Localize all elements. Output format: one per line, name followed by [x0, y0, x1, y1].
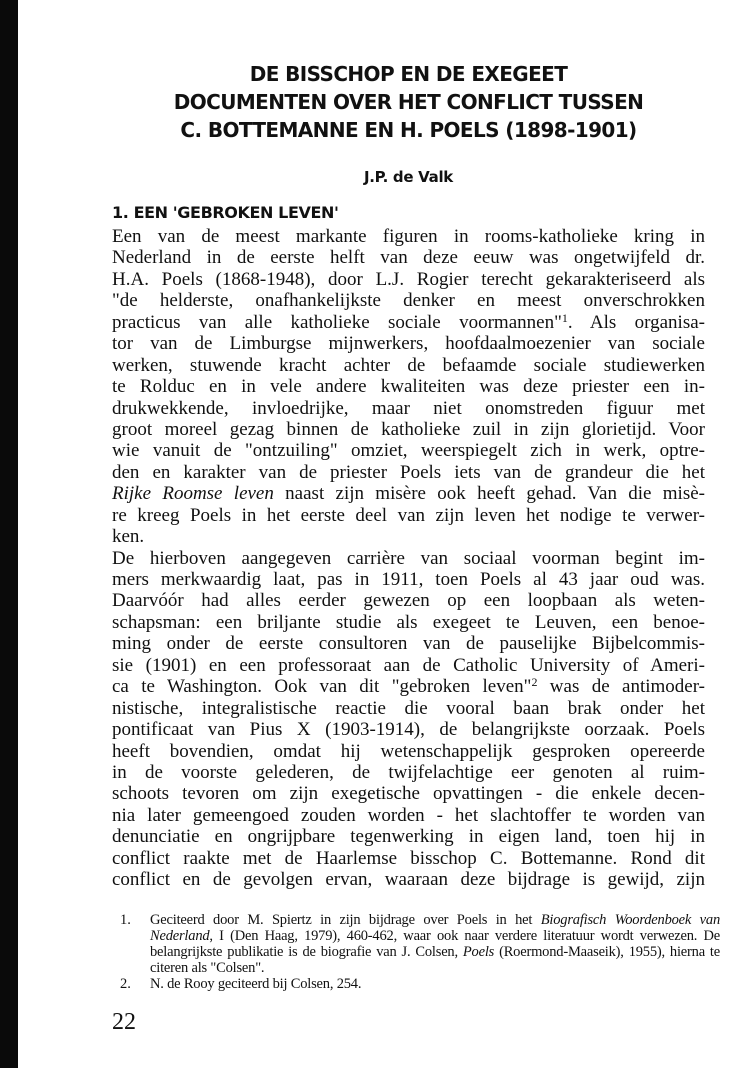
text-segment: conflict en de gevolgen ervan, waaraan deze bijdrage is gewijd, zijn — [112, 869, 705, 891]
text-segment: tor van de Limburgse mijnwerkers, hoofdaalmoezenier van sociale — [112, 333, 705, 355]
text-segment: Biografisch Woordenboek van Nederland — [150, 912, 720, 944]
text-segment: den en karakter van de priester Poels iets van de grandeur die het — [112, 461, 705, 483]
page-number: 22 — [112, 1009, 136, 1035]
text-segment: , I (Den Haag, 1979), 460-462, waar ook naar verdere literatuur wordt verwezen. De belangrijkste publikatie is de biografie van J. Colsen, — [150, 928, 720, 960]
section-heading: 1. EEN 'GEBROKEN LEVEN' — [112, 203, 339, 222]
footnote-reference: 2 — [531, 675, 538, 690]
article-title — [112, 60, 705, 144]
text-segment: . Als organisa- — [567, 311, 705, 333]
body-line — [112, 826, 705, 847]
text-segment: werken, stuwende kracht achter de befaamde sociale studiewerken — [112, 354, 705, 376]
footnote-reference: 1 — [561, 310, 568, 325]
title-line: C. BOTTEMANNE EN H. POELS (1898-1901) — [180, 118, 637, 142]
text-segment: heeft bovendien, omdat hij wetenschappelijk gesproken opereerde — [112, 740, 705, 762]
text-segment: denunciatie en ongrijpbare tegenwerking in eigen land, toen hij in — [112, 826, 705, 848]
author: J.P. de Valk — [363, 168, 453, 186]
body-line — [112, 247, 705, 268]
text-segment: sie (1901) en een professoraat aan de Catholic University of Ameri- — [112, 654, 705, 676]
text-segment: nia later gemeengoed zouden worden - het slachtoffer te worden van — [112, 804, 705, 826]
body-line — [112, 612, 705, 633]
body-line — [112, 655, 705, 676]
body-line — [112, 398, 705, 419]
body-line — [112, 355, 705, 376]
text-segment: groot moreel gezag binnen de katholieke zuil in zijn glorietijd. Voor — [112, 418, 705, 440]
text-segment: drukwekkende, invloedrijke, maar niet onomstreden figuur met — [112, 397, 705, 419]
body-line — [112, 526, 705, 547]
text-segment: te Rolduc en in vele andere kwaliteiten was deze priester een in- — [112, 376, 705, 398]
text-segment: re kreeg Poels in het eerste deel van zijn leven het nodige te verwer- — [112, 504, 705, 526]
text-segment: H.A. Poels (1868-1948), door L.J. Rogier terecht gekarakteriseerd als — [112, 268, 705, 290]
footnotes — [120, 912, 720, 992]
title-line: DE BISSCHOP EN DE EXEGEET — [249, 62, 568, 86]
text-segment: ca te Washington. Ook van dit "gebroken leven" — [112, 676, 532, 698]
body-line — [112, 633, 705, 654]
text-segment: Nederland in de eerste helft van deze eeuw was ongetwijfeld dr. — [112, 247, 705, 269]
body-line — [112, 569, 705, 590]
text-segment: Geciteerd door M. Spiertz in zijn bijdrage over Poels in het — [150, 912, 541, 928]
body-line — [112, 783, 705, 804]
body-line — [112, 440, 705, 461]
text-segment: schoots tevoren om zijn exegetische opvattingen - die enkele decen- — [112, 783, 705, 805]
footnote-number: 2. — [120, 976, 131, 992]
body-line — [112, 762, 705, 783]
body-line — [112, 719, 705, 740]
text-segment: in de voorste gelederen, de twijfelachtige eer genoten al ruim- — [112, 761, 705, 783]
text-segment: naast zijn misère ook heeft gehad. Van die misè- — [273, 483, 705, 505]
body-line — [112, 376, 705, 397]
text-segment: Een van de meest markante figuren in rooms-katholieke kring in — [112, 226, 705, 247]
body-line — [112, 676, 705, 697]
body-line — [112, 741, 705, 762]
text-segment: schapsman: een briljante studie als exegeet te Leuven, een benoe- — [112, 611, 705, 633]
text-segment: De hierboven aangegeven carrière van sociaal voorman begint im- — [112, 547, 705, 569]
footnote-text — [150, 912, 720, 976]
text-segment: ken. — [112, 526, 145, 548]
body-line — [112, 805, 705, 826]
body-line — [112, 419, 705, 440]
text-segment: nistische, integralistische reactie die vooral baan brak onder het — [112, 697, 705, 719]
body-line — [112, 226, 705, 247]
body-line — [112, 483, 705, 504]
text-segment: Rijke Roomse leven — [112, 483, 274, 505]
body-line — [112, 590, 705, 611]
body-line — [112, 312, 705, 333]
scan-edge-bar — [0, 0, 18, 1068]
text-segment: was de antimoder- — [537, 676, 706, 698]
footnote — [120, 976, 720, 992]
text-segment: practicus van alle katholieke sociale voormannen" — [112, 311, 562, 333]
text-segment: (Roermond-Maaseik), 1955), hierna te citeren als "Colsen". — [150, 944, 721, 976]
footnote-text — [150, 976, 720, 992]
body-line — [112, 848, 705, 869]
text-segment: wie vanuit de "ontzuiling" omziet, weerspiegelt zich in werk, optre- — [112, 440, 705, 462]
text-segment: Daarvóór had alles eerder gewezen op een loopbaan als weten- — [112, 590, 705, 612]
body-line — [112, 698, 705, 719]
body-text — [112, 226, 705, 891]
text-segment: ming onder de eerste consultoren van de pauselijke Bijbelcommis- — [112, 633, 705, 655]
footnote — [120, 912, 720, 976]
text-segment: pontificaat van Pius X (1903-1914), de belangrijkste oorzaak. Poels — [112, 719, 705, 741]
body-line — [112, 869, 705, 890]
body-line — [112, 548, 705, 569]
text-segment: conflict raakte met de Haarlemse bisschop C. Bottemanne. Rond dit — [112, 847, 705, 869]
body-line — [112, 505, 705, 526]
text-segment: "de helderste, onafhankelijkste denker en meest onverschrokken — [112, 290, 705, 312]
text-segment: N. de Rooy geciteerd bij Colsen, 254. — [150, 976, 362, 992]
body-line — [112, 462, 705, 483]
body-line — [112, 269, 705, 290]
text-segment: mers merkwaardig laat, pas in 1911, toen Poels al 43 jaar oud was. — [112, 569, 705, 590]
title-line: DOCUMENTEN OVER HET CONFLICT TUSSEN — [173, 90, 644, 114]
text-segment: Poels — [462, 944, 495, 960]
footnote-number: 1. — [120, 912, 131, 928]
body-line — [112, 290, 705, 311]
body-line — [112, 333, 705, 354]
